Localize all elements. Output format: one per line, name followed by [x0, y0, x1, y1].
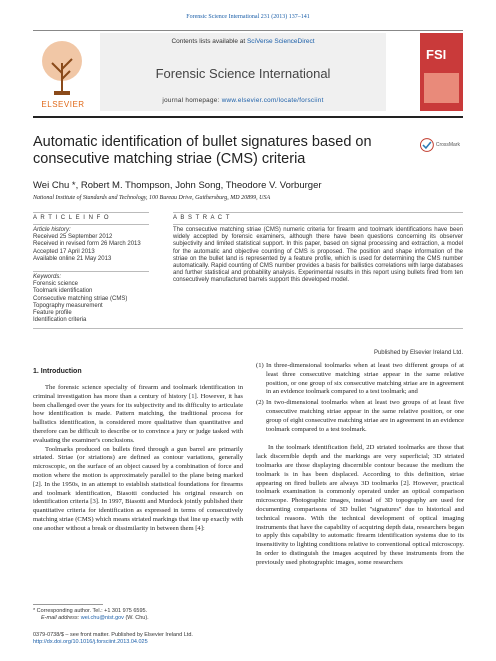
history-item: Available online 21 May 2013	[33, 255, 112, 262]
email-note	[33, 615, 243, 622]
keyword: Topography measurement	[33, 302, 103, 309]
list-number: (1)	[256, 362, 264, 369]
list-text: In two-dimensional toolmarks when at least two groups of at least five consecutive matching striae appear in the same relative position, or one group of eight consecutive matching striae are in agreement in an evidence toolmark compared to a test toolmark.	[266, 399, 464, 433]
article-history-heading: Article history:	[33, 227, 71, 233]
email-prefix: E-mail address:	[41, 615, 81, 621]
keyword: Consecutive matching striae (CMS)	[33, 295, 128, 302]
email-suffix: (W. Chu).	[123, 615, 149, 621]
history-item: Received in revised form 26 March 2013	[33, 241, 141, 248]
keyword: Feature profile	[33, 310, 72, 317]
body-paragraph: In the toolmark identification field, 2D striated toolmarks are those that lack discernible depth and the markings are very superficial; 3D striated toolmarks are those displaying discernible contour because the medium the toolmark is in has been displaced. According to this definition, striae appearing on fired bullets are always 3D toolmarks [2]. However, practical toolmark examination is commonly operated under an optical comparison microscope. Photographic images, instead of 3D topography are used for documenting comparisons of 3D bullet "signatures" due to historical and technical reasons. With the technical development of optical imaging instruments that have the capability of acquiring depth data, researchers began to apply this capability to automatic firearm identification systems due to its insensitivity to lighting conditions relative to conventional optical microscopy. In order to distinguish the images acquired by these instruments from the previously used photographic images, some researchers	[256, 444, 464, 566]
crossmark-label: CrossMark	[435, 142, 460, 148]
article-history	[33, 227, 153, 263]
article-info-heading: A R T I C L E I N F O	[33, 215, 110, 221]
homepage-link[interactable]: www.elsevier.com/locate/forsciint	[221, 97, 324, 104]
criteria-list-item	[256, 362, 464, 397]
abstract-heading-rule	[173, 224, 463, 225]
keywords	[33, 274, 153, 324]
affiliation: National Institute of Standards and Technology, 100 Bureau Drive, Gaithersburg, MD 20899, USA	[33, 195, 271, 201]
keywords-rule	[33, 271, 149, 272]
contents-line	[100, 38, 386, 45]
body-right-column	[256, 362, 464, 568]
email-link[interactable]: wei.chu@nist.gov	[80, 615, 124, 621]
keywords-heading: Keywords:	[33, 274, 62, 280]
running-head[interactable]: Forensic Science International 231 (2013) 137–141	[186, 14, 310, 20]
doi-link[interactable]: http://dx.doi.org/10.1016/j.forsciint.2013.04.025	[33, 639, 148, 645]
sciencedirect-link[interactable]: SciVerse ScienceDirect	[246, 38, 315, 45]
list-number: (2)	[256, 399, 264, 407]
abstract-bottom-rule	[33, 328, 463, 329]
copyright-line: 0379-0738/$ – see front matter. Published by Elsevier Ireland Ltd.	[33, 632, 193, 638]
section-heading: 1. Introduction	[33, 368, 82, 375]
cover-title: FSI	[426, 47, 447, 62]
copyright-block	[33, 632, 283, 646]
crossmark-badge[interactable]	[420, 138, 460, 152]
journal-cover-image	[420, 33, 463, 111]
keyword: Forensic science	[33, 281, 79, 288]
elsevier-tree-logo	[36, 33, 88, 103]
body-left-column	[33, 384, 243, 534]
abstract-publisher-note: Published by Elsevier Ireland Ltd.	[373, 350, 463, 356]
criteria-list-item	[256, 399, 464, 434]
cover-artwork	[424, 73, 459, 103]
body-paragraph: Toolmarks produced on bullets fired through a gun barrel are primarily striated. Striae (or striations) are defined as contour variations, generally microscopic, on the surface of an object caused by a combination of force and motion where the motion is approximately parallel to the plane being marked [2]. In the 1950s, in an attempt to establish statistical foundations for firearms and toolmark identification, Biasotti conducted his original research on identification criteria [3]. In 1997, Biasotti and Murdock jointly published their quantitative criteria for identification as expressed in terms of consecutively matching striae (CMS) which means striated markings that line up exactly with one another without a break or dissimilarity in between them [4]:	[33, 445, 243, 532]
article-title: Automatic identification of bullet signatures based on consecutive matching striae (CMS) criteria	[33, 134, 372, 167]
article-info-heading-rule	[33, 224, 149, 225]
footnote-rule	[33, 604, 103, 605]
history-item: Received 25 September 2012	[33, 234, 113, 241]
keyword: Toolmark identification	[33, 288, 93, 295]
journal-homepage	[100, 97, 386, 104]
abstract-body: The consecutive matching striae (CMS) numeric criteria for firearm and toolmark identifications have been widely accepted by forensic examiners, although there have been questions concerning its observer subjectivity and limited statistical support. In this paper, based on signal processing and extraction, a model for the automatic and objective counting of CMS is proposed. The position and shape information of the striae on the bullet land is represented by a feature profile, which is used for determining the CMS number automatically. Rapid counting of CMS number provides a basis for ballistics correlations with large databases and further statistical and probability analysis. Experimental results in this report using bullets fired from ten consecutively manufactured barrels support this developed model.	[173, 227, 463, 284]
body-paragraph: The forensic science specialty of firearm and toolmark identification in criminal investigation has more than a century of history [1]. However, it has been challenged over the years for its subjectivity and its difficulty to articulate how identification is made. Pattern matching, the traditional process for ballistics identification, is considered more qualitative than quantitative and therefore can be difficult to describe or to convince a jury or judge tasked with evaluating the examiner's conclusions.	[33, 384, 243, 444]
corresponding-author-note: * Corresponding author. Tel.: +1 301 975 6595.	[33, 608, 148, 614]
list-text: In three-dimensional toolmarks when at least two different groups of at least three consecutive matching striae appear in the same relative position, or one group of six consecutive matching striae are in agreement in an evidence toolmark compared to a test toolmark; and	[266, 362, 464, 396]
history-item: Accepted 17 April 2013	[33, 248, 95, 255]
journal-title: Forensic Science International	[155, 66, 331, 81]
elsevier-wordmark: ELSEVIER	[41, 100, 85, 109]
contents-prefix: Contents lists available at	[171, 38, 247, 45]
keyword: Identification criteria	[33, 317, 87, 324]
footnotes	[33, 608, 243, 622]
article-info-rule	[33, 212, 149, 213]
homepage-prefix: journal homepage:	[162, 97, 222, 104]
author-list: Wei Chu *, Robert M. Thompson, John Song, Theodore V. Vorburger	[33, 180, 322, 191]
abstract-heading: A B S T R A C T	[173, 215, 231, 221]
abstract-rule	[173, 212, 463, 213]
crossmark-icon	[420, 138, 434, 152]
